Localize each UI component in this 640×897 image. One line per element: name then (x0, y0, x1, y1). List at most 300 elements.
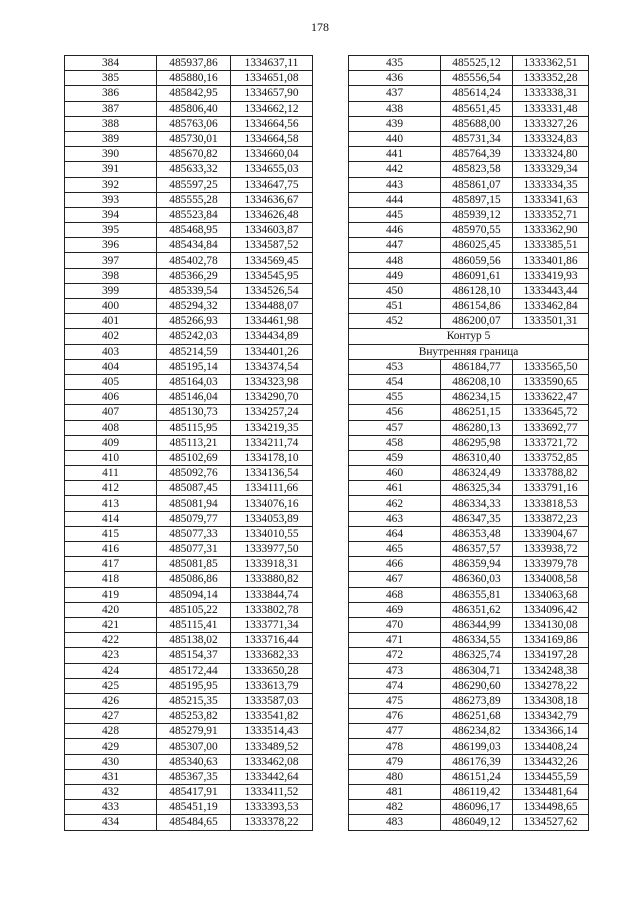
table-row (349, 147, 589, 162)
point-number-cell: 438 (349, 101, 441, 116)
point-number-cell: 433 (65, 800, 157, 815)
table-row (65, 116, 313, 131)
table-row (349, 709, 589, 724)
x-coordinate-cell: 485451,19 (157, 800, 231, 815)
point-number-cell: 399 (65, 283, 157, 298)
x-coordinate-cell: 486119,42 (441, 785, 513, 800)
x-coordinate-cell: 486154,86 (441, 299, 513, 314)
point-number-cell: 466 (349, 557, 441, 572)
x-coordinate-cell: 486304,71 (441, 663, 513, 678)
x-coordinate-cell: 486176,39 (441, 754, 513, 769)
x-coordinate-cell: 485402,78 (157, 253, 231, 268)
x-coordinate-cell: 486280,13 (441, 420, 513, 435)
point-number-cell: 408 (65, 420, 157, 435)
point-number-cell: 420 (65, 602, 157, 617)
table-row (349, 207, 589, 222)
x-coordinate-cell: 485215,35 (157, 693, 231, 708)
table-row (349, 162, 589, 177)
point-number-cell: 479 (349, 754, 441, 769)
point-number-cell: 417 (65, 557, 157, 572)
contour-heading-section (349, 329, 589, 359)
x-coordinate-cell: 486251,15 (441, 405, 513, 420)
y-coordinate-cell: 1333565,50 (513, 359, 589, 374)
table-row (65, 633, 313, 648)
y-coordinate-cell: 1334455,59 (513, 769, 589, 784)
point-number-cell: 429 (65, 739, 157, 754)
y-coordinate-cell: 1334374,54 (231, 359, 313, 374)
table-row (349, 238, 589, 253)
point-number-cell: 422 (65, 633, 157, 648)
y-coordinate-cell: 1333393,53 (231, 800, 313, 815)
x-coordinate-cell: 486347,35 (441, 511, 513, 526)
x-coordinate-cell: 485086,86 (157, 572, 231, 587)
y-coordinate-cell: 1333411,52 (231, 785, 313, 800)
point-number-cell: 403 (65, 344, 157, 359)
table-row (65, 86, 313, 101)
x-coordinate-cell: 485164,03 (157, 374, 231, 389)
point-number-cell: 421 (65, 617, 157, 632)
point-number-cell: 437 (349, 86, 441, 101)
x-coordinate-cell: 485556,54 (441, 71, 513, 86)
point-number-cell: 407 (65, 405, 157, 420)
x-coordinate-cell: 485094,14 (157, 587, 231, 602)
point-number-cell: 423 (65, 648, 157, 663)
point-number-cell: 445 (349, 207, 441, 222)
table-row (349, 283, 589, 298)
point-number-cell: 388 (65, 116, 157, 131)
y-coordinate-cell: 1334178,10 (231, 450, 313, 465)
table-row (65, 238, 313, 253)
y-coordinate-cell: 1334664,56 (231, 116, 313, 131)
table-row (65, 223, 313, 238)
y-coordinate-cell: 1333401,86 (513, 253, 589, 268)
x-coordinate-cell: 485806,40 (157, 101, 231, 116)
point-number-cell: 431 (65, 769, 157, 784)
x-coordinate-cell: 486208,10 (441, 374, 513, 389)
table-row (65, 678, 313, 693)
table-row (65, 147, 313, 162)
contour-heading-row (349, 329, 589, 344)
y-coordinate-cell: 1333489,52 (231, 739, 313, 754)
y-coordinate-cell: 1334096,42 (513, 602, 589, 617)
y-coordinate-cell: 1334587,52 (231, 238, 313, 253)
x-coordinate-cell: 485525,12 (441, 56, 513, 71)
y-coordinate-cell: 1334408,24 (513, 739, 589, 754)
y-coordinate-cell: 1334603,87 (231, 223, 313, 238)
table-row (65, 769, 313, 784)
y-coordinate-cell: 1333802,78 (231, 602, 313, 617)
table-row (349, 511, 589, 526)
y-coordinate-cell: 1333979,78 (513, 557, 589, 572)
x-coordinate-cell: 486355,81 (441, 587, 513, 602)
point-number-cell: 470 (349, 617, 441, 632)
x-coordinate-cell: 485764,39 (441, 147, 513, 162)
table-row (349, 557, 589, 572)
table-row (65, 420, 313, 435)
x-coordinate-cell: 485434,84 (157, 238, 231, 253)
y-coordinate-cell: 1333462,84 (513, 299, 589, 314)
x-coordinate-cell: 486351,62 (441, 602, 513, 617)
table-row (349, 815, 589, 830)
y-coordinate-cell: 1334526,54 (231, 283, 313, 298)
y-coordinate-cell: 1334664,58 (231, 131, 313, 146)
point-number-cell: 436 (349, 71, 441, 86)
y-coordinate-cell: 1333880,82 (231, 572, 313, 587)
y-coordinate-cell: 1334010,55 (231, 526, 313, 541)
table-row (65, 374, 313, 389)
table-row (349, 86, 589, 101)
point-number-cell: 465 (349, 542, 441, 557)
table-row (65, 390, 313, 405)
point-number-cell: 430 (65, 754, 157, 769)
point-number-cell: 459 (349, 450, 441, 465)
table-row (349, 390, 589, 405)
table-row (349, 116, 589, 131)
y-coordinate-cell: 1333378,22 (231, 815, 313, 830)
x-coordinate-cell: 486325,74 (441, 648, 513, 663)
x-coordinate-cell: 486334,55 (441, 633, 513, 648)
x-coordinate-cell: 485842,95 (157, 86, 231, 101)
x-coordinate-cell: 485195,14 (157, 359, 231, 374)
x-coordinate-cell: 486273,89 (441, 693, 513, 708)
y-coordinate-cell: 1334527,62 (513, 815, 589, 830)
y-coordinate-cell: 1334219,35 (231, 420, 313, 435)
x-coordinate-cell: 485555,28 (157, 192, 231, 207)
point-number-cell: 406 (65, 390, 157, 405)
point-number-cell: 428 (65, 724, 157, 739)
y-coordinate-cell: 1333352,71 (513, 207, 589, 222)
y-coordinate-cell: 1334290,70 (231, 390, 313, 405)
y-coordinate-cell: 1333329,34 (513, 162, 589, 177)
point-number-cell: 452 (349, 314, 441, 329)
x-coordinate-cell: 485340,63 (157, 754, 231, 769)
y-coordinate-cell: 1333324,80 (513, 147, 589, 162)
table-row (65, 496, 313, 511)
y-coordinate-cell: 1333771,34 (231, 617, 313, 632)
x-coordinate-cell: 485339,54 (157, 283, 231, 298)
x-coordinate-cell: 485172,44 (157, 663, 231, 678)
x-coordinate-cell: 485102,69 (157, 450, 231, 465)
y-coordinate-cell: 1333352,28 (513, 71, 589, 86)
y-coordinate-cell: 1333904,67 (513, 526, 589, 541)
point-number-cell: 475 (349, 693, 441, 708)
x-coordinate-cell: 485115,41 (157, 617, 231, 632)
y-coordinate-cell: 1333872,23 (513, 511, 589, 526)
x-coordinate-cell: 485730,01 (157, 131, 231, 146)
y-coordinate-cell: 1334197,28 (513, 648, 589, 663)
x-coordinate-cell: 486353,48 (441, 526, 513, 541)
x-coordinate-cell: 485279,91 (157, 724, 231, 739)
table-row (65, 815, 313, 830)
table-row (65, 344, 313, 359)
x-coordinate-cell: 486091,61 (441, 268, 513, 283)
x-coordinate-cell: 485138,02 (157, 633, 231, 648)
table-row (349, 526, 589, 541)
y-coordinate-cell: 1333721,72 (513, 435, 589, 450)
y-coordinate-cell: 1333650,28 (231, 663, 313, 678)
y-coordinate-cell: 1334248,38 (513, 663, 589, 678)
table-row (349, 481, 589, 496)
x-coordinate-cell: 486310,40 (441, 450, 513, 465)
point-number-cell: 390 (65, 147, 157, 162)
table-row (349, 466, 589, 481)
point-number-cell: 384 (65, 56, 157, 71)
y-coordinate-cell: 1333938,72 (513, 542, 589, 557)
x-coordinate-cell: 485195,95 (157, 678, 231, 693)
y-coordinate-cell: 1334481,64 (513, 785, 589, 800)
point-number-cell: 456 (349, 405, 441, 420)
point-number-cell: 387 (65, 101, 157, 116)
table-row (65, 709, 313, 724)
y-coordinate-cell: 1334626,48 (231, 207, 313, 222)
x-coordinate-cell: 485597,25 (157, 177, 231, 192)
table-row (349, 724, 589, 739)
table-row (349, 435, 589, 450)
y-coordinate-cell: 1334130,08 (513, 617, 589, 632)
x-coordinate-cell: 486334,33 (441, 496, 513, 511)
point-number-cell: 395 (65, 223, 157, 238)
x-coordinate-cell: 485937,86 (157, 56, 231, 71)
point-number-cell: 448 (349, 253, 441, 268)
y-coordinate-cell: 1333331,48 (513, 101, 589, 116)
point-number-cell: 409 (65, 435, 157, 450)
point-number-cell: 482 (349, 800, 441, 815)
x-coordinate-cell: 485670,82 (157, 147, 231, 162)
table-row (349, 177, 589, 192)
x-coordinate-cell: 486359,94 (441, 557, 513, 572)
y-coordinate-cell: 1334053,89 (231, 511, 313, 526)
point-number-cell: 405 (65, 374, 157, 389)
table-row (349, 56, 589, 71)
y-coordinate-cell: 1334461,98 (231, 314, 313, 329)
point-number-cell: 402 (65, 329, 157, 344)
table-row (349, 314, 589, 329)
table-row (65, 177, 313, 192)
table-row (349, 131, 589, 146)
y-coordinate-cell: 1334211,74 (231, 435, 313, 450)
x-coordinate-cell: 485092,76 (157, 466, 231, 481)
x-coordinate-cell: 486290,60 (441, 678, 513, 693)
y-coordinate-cell: 1334498,65 (513, 800, 589, 815)
x-coordinate-cell: 485861,07 (441, 177, 513, 192)
point-number-cell: 392 (65, 177, 157, 192)
x-coordinate-cell: 486049,12 (441, 815, 513, 830)
y-coordinate-cell: 1333385,51 (513, 238, 589, 253)
x-coordinate-cell: 485077,33 (157, 526, 231, 541)
x-coordinate-cell: 485468,95 (157, 223, 231, 238)
x-coordinate-cell: 485484,65 (157, 815, 231, 830)
point-number-cell: 443 (349, 177, 441, 192)
point-number-cell: 426 (65, 693, 157, 708)
x-coordinate-cell: 485970,55 (441, 223, 513, 238)
x-coordinate-cell: 485367,35 (157, 769, 231, 784)
x-coordinate-cell: 485113,21 (157, 435, 231, 450)
y-coordinate-cell: 1333443,44 (513, 283, 589, 298)
x-coordinate-cell: 485366,29 (157, 268, 231, 283)
x-coordinate-cell: 486251,68 (441, 709, 513, 724)
point-number-cell: 427 (65, 709, 157, 724)
table-row (349, 739, 589, 754)
y-coordinate-cell: 1334169,86 (513, 633, 589, 648)
y-coordinate-cell: 1334434,89 (231, 329, 313, 344)
right-table-body-top (349, 56, 589, 329)
table-row (65, 602, 313, 617)
point-number-cell: 439 (349, 116, 441, 131)
point-number-cell: 386 (65, 86, 157, 101)
table-row (349, 542, 589, 557)
table-row (65, 405, 313, 420)
table-row (349, 420, 589, 435)
point-number-cell: 450 (349, 283, 441, 298)
point-number-cell: 458 (349, 435, 441, 450)
table-row (349, 678, 589, 693)
point-number-cell: 483 (349, 815, 441, 830)
x-coordinate-cell: 485081,94 (157, 496, 231, 511)
table-row (349, 268, 589, 283)
table-row (349, 71, 589, 86)
point-number-cell: 424 (65, 663, 157, 678)
coordinates-table-right (348, 55, 589, 831)
point-number-cell: 449 (349, 268, 441, 283)
y-coordinate-cell: 1333818,53 (513, 496, 589, 511)
table-row (349, 785, 589, 800)
x-coordinate-cell: 485763,06 (157, 116, 231, 131)
table-row (65, 359, 313, 374)
point-number-cell: 457 (349, 420, 441, 435)
table-row (65, 526, 313, 541)
y-coordinate-cell: 1334257,24 (231, 405, 313, 420)
table-row (65, 572, 313, 587)
table-row (65, 131, 313, 146)
table-row (65, 587, 313, 602)
y-coordinate-cell: 1333341,63 (513, 192, 589, 207)
x-coordinate-cell: 485897,15 (441, 192, 513, 207)
table-row (349, 663, 589, 678)
point-number-cell: 391 (65, 162, 157, 177)
x-coordinate-cell: 486324,49 (441, 466, 513, 481)
x-coordinate-cell: 486096,17 (441, 800, 513, 815)
table-row (349, 374, 589, 389)
y-coordinate-cell: 1333338,31 (513, 86, 589, 101)
y-coordinate-cell: 1333977,50 (231, 542, 313, 557)
table-row (65, 557, 313, 572)
table-row (65, 299, 313, 314)
x-coordinate-cell: 486234,82 (441, 724, 513, 739)
y-coordinate-cell: 1334401,26 (231, 344, 313, 359)
point-number-cell: 414 (65, 511, 157, 526)
x-coordinate-cell: 485087,45 (157, 481, 231, 496)
point-number-cell: 397 (65, 253, 157, 268)
x-coordinate-cell: 486360,03 (441, 572, 513, 587)
y-coordinate-cell: 1333501,31 (513, 314, 589, 329)
y-coordinate-cell: 1334657,90 (231, 86, 313, 101)
table-row (349, 800, 589, 815)
table-row (65, 162, 313, 177)
point-number-cell: 480 (349, 769, 441, 784)
y-coordinate-cell: 1334432,26 (513, 754, 589, 769)
inner-boundary-heading: Внутренняя граница (349, 344, 589, 359)
x-coordinate-cell: 485077,31 (157, 542, 231, 557)
x-coordinate-cell: 486151,24 (441, 769, 513, 784)
y-coordinate-cell: 1333844,74 (231, 587, 313, 602)
x-coordinate-cell: 486184,77 (441, 359, 513, 374)
table-row (349, 587, 589, 602)
x-coordinate-cell: 486059,56 (441, 253, 513, 268)
x-coordinate-cell: 485146,04 (157, 390, 231, 405)
table-row (349, 769, 589, 784)
table-row (65, 253, 313, 268)
point-number-cell: 425 (65, 678, 157, 693)
point-number-cell: 441 (349, 147, 441, 162)
point-number-cell: 418 (65, 572, 157, 587)
y-coordinate-cell: 1333791,16 (513, 481, 589, 496)
y-coordinate-cell: 1334342,79 (513, 709, 589, 724)
table-row (349, 693, 589, 708)
table-row (65, 511, 313, 526)
point-number-cell: 419 (65, 587, 157, 602)
right-table-body-bottom (349, 359, 589, 830)
table-row (65, 724, 313, 739)
x-coordinate-cell: 485307,00 (157, 739, 231, 754)
point-number-cell: 396 (65, 238, 157, 253)
point-number-cell: 476 (349, 709, 441, 724)
x-coordinate-cell: 486295,98 (441, 435, 513, 450)
y-coordinate-cell: 1334488,07 (231, 299, 313, 314)
point-number-cell: 416 (65, 542, 157, 557)
table-row (65, 329, 313, 344)
point-number-cell: 473 (349, 663, 441, 678)
table-row (65, 617, 313, 632)
x-coordinate-cell: 486234,15 (441, 390, 513, 405)
point-number-cell: 432 (65, 785, 157, 800)
x-coordinate-cell: 485294,32 (157, 299, 231, 314)
table-row (349, 192, 589, 207)
table-row (65, 739, 313, 754)
point-number-cell: 469 (349, 602, 441, 617)
y-coordinate-cell: 1334637,11 (231, 56, 313, 71)
point-number-cell: 401 (65, 314, 157, 329)
x-coordinate-cell: 485614,24 (441, 86, 513, 101)
y-coordinate-cell: 1333442,64 (231, 769, 313, 784)
table-row (349, 496, 589, 511)
point-number-cell: 444 (349, 192, 441, 207)
table-row (65, 663, 313, 678)
y-coordinate-cell: 1333324,83 (513, 131, 589, 146)
point-number-cell: 461 (349, 481, 441, 496)
point-number-cell: 447 (349, 238, 441, 253)
point-number-cell: 455 (349, 390, 441, 405)
x-coordinate-cell: 485880,16 (157, 71, 231, 86)
y-coordinate-cell: 1333645,72 (513, 405, 589, 420)
x-coordinate-cell: 485105,22 (157, 602, 231, 617)
y-coordinate-cell: 1333622,47 (513, 390, 589, 405)
table-row (65, 268, 313, 283)
table-row (349, 223, 589, 238)
y-coordinate-cell: 1334308,18 (513, 693, 589, 708)
point-number-cell: 435 (349, 56, 441, 71)
x-coordinate-cell: 486200,07 (441, 314, 513, 329)
coordinates-table-left (64, 55, 313, 831)
table-row (65, 450, 313, 465)
y-coordinate-cell: 1334008,58 (513, 572, 589, 587)
point-number-cell: 440 (349, 131, 441, 146)
y-coordinate-cell: 1334323,98 (231, 374, 313, 389)
point-number-cell: 463 (349, 511, 441, 526)
table-row (65, 800, 313, 815)
y-coordinate-cell: 1334278,22 (513, 678, 589, 693)
x-coordinate-cell: 486025,45 (441, 238, 513, 253)
table-row (349, 602, 589, 617)
